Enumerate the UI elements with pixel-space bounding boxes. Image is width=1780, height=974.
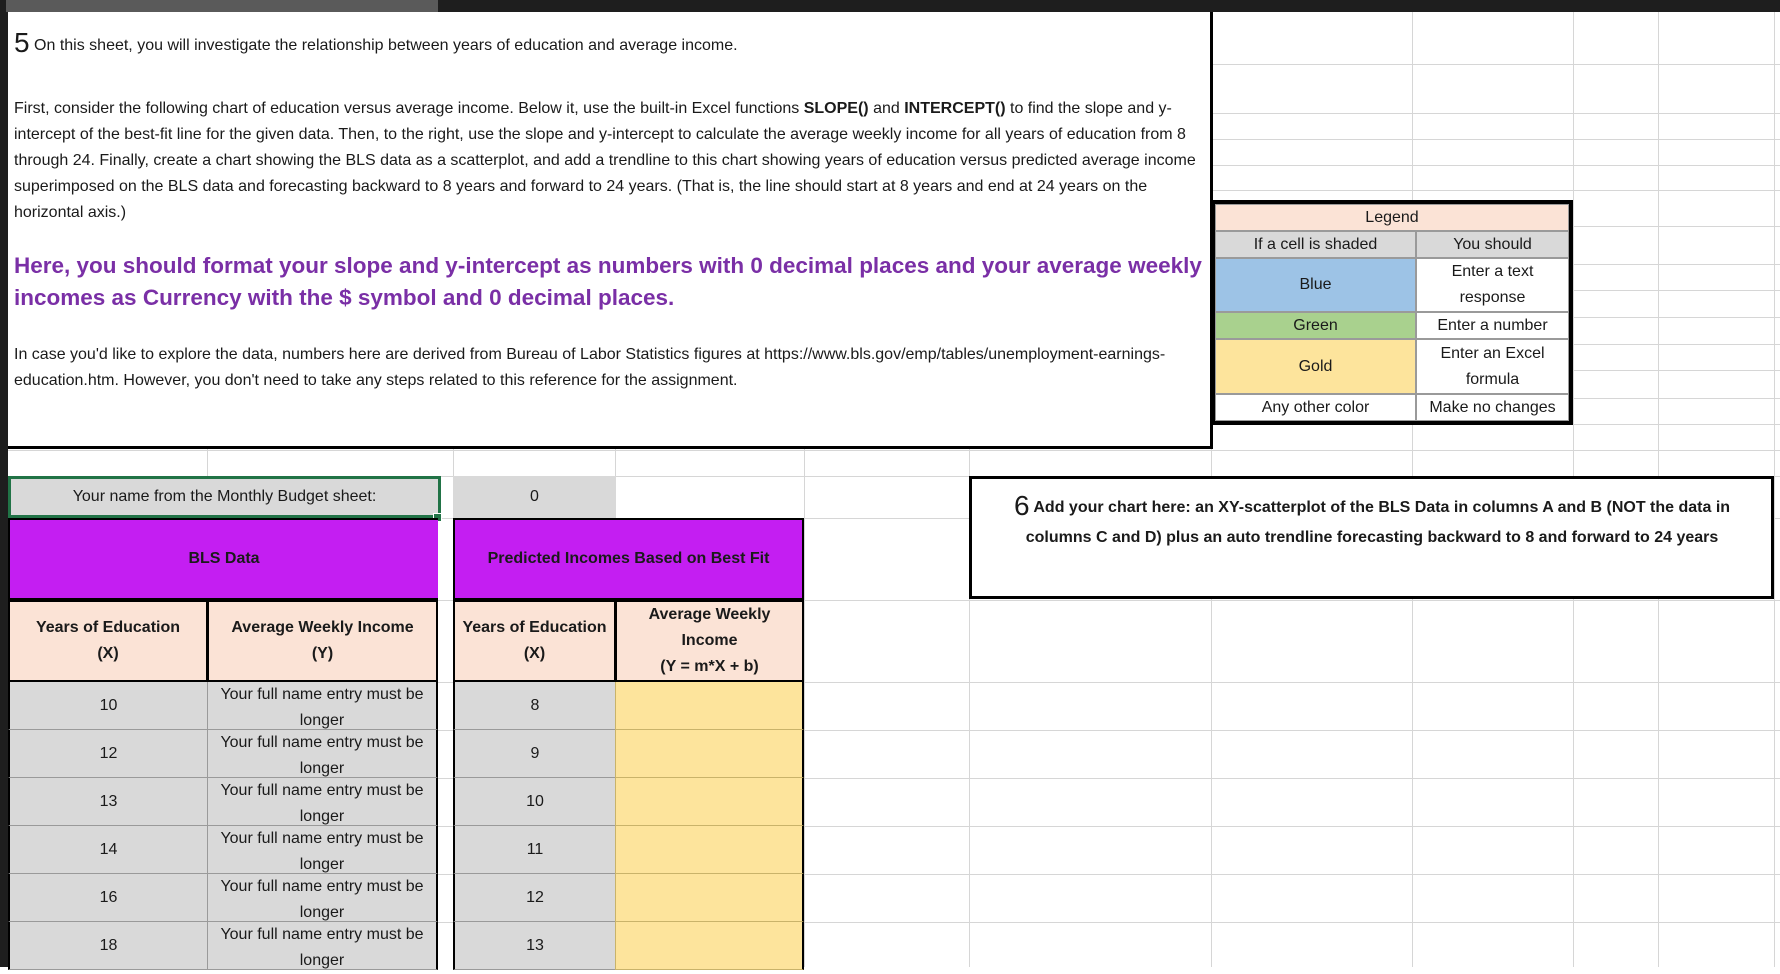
paragraph-text-a: First, consider the following chart of education versus average income. Below it, use the built-in Excel functions — [14, 100, 804, 117]
legend-title: Legend — [1215, 204, 1569, 231]
predicted-x-cell[interactable]: 13 — [453, 922, 616, 970]
legend-gold-action: Enter an Excel formula — [1416, 339, 1569, 394]
predicted-x-cell[interactable]: 11 — [453, 826, 616, 874]
bls-y-cell[interactable]: Your full name entry must be longer — [207, 826, 438, 874]
slope-function-name: SLOPE() — [803, 100, 869, 117]
bls-title-text: BLS Data — [188, 550, 260, 567]
bls-x-cell[interactable]: 16 — [8, 874, 208, 922]
legend-table — [1211, 200, 1573, 425]
legend-col2-header: You should — [1416, 231, 1569, 258]
instructions-paragraph-1 — [14, 96, 1209, 226]
column-header-strip — [6, 0, 438, 12]
legend-gold-swatch: Gold — [1215, 339, 1416, 394]
predicted-y-formula-cell[interactable] — [615, 826, 804, 874]
row-header-strip — [0, 12, 8, 967]
chart-instructions-box[interactable] — [969, 476, 1774, 599]
name-label-text: Your name from the Monthly Budget sheet: — [72, 488, 377, 505]
name-value-cell[interactable] — [453, 476, 616, 518]
legend-blue-action: Enter a text response — [1416, 258, 1569, 312]
bls-x-cell[interactable]: 13 — [8, 778, 208, 826]
predicted-x-cell[interactable]: 12 — [453, 874, 616, 922]
predicted-y-formula-cell[interactable] — [615, 874, 804, 922]
paragraph-text-b: to find the slope and y-intercept of the best-fit line for the given data. Then, to the right, use the slope and y-intercept to calculate the average weekly income for all years of education from 8 through 24. Finally, create a chart showing the BLS data as a scatterplot, and add a trendline to this chart showing years of education versus predicted average income superimposed on the BLS data and forecasting backward to 8 years and forward to 24 years. (That is, the line should start at 8 years and end at 24 years on the horizontal axis.) — [14, 100, 1196, 221]
chart-step-number: 6 — [1013, 490, 1030, 521]
legend-other-swatch: Any other color — [1215, 394, 1416, 421]
legend-blue-swatch: Blue — [1215, 258, 1416, 312]
legend-col1-header: If a cell is shaded — [1215, 231, 1416, 258]
bls-x-header-text: Years of Education (X) — [35, 619, 181, 662]
name-value-text: 0 — [530, 488, 539, 505]
chart-note-text: Add your chart here: an XY-scatterplot of the BLS Data in columns A and B (NOT the data in columns C and D) plus an auto trendline forecasting backward to 8 and forward to 24 years — [1025, 499, 1731, 546]
bls-y-cell[interactable]: Your full name entry must be longer — [207, 730, 438, 778]
bls-table-title — [8, 518, 438, 600]
bls-y-cell[interactable]: Your full name entry must be longer — [207, 682, 438, 730]
predicted-y-formula-cell[interactable] — [615, 922, 804, 970]
legend-green-swatch: Green — [1215, 312, 1416, 339]
predicted-y-formula-cell[interactable] — [615, 730, 804, 778]
reference-note: In case you'd like to explore the data, numbers here are derived from Bureau of Labor Statistics figures at https://www.bls.gov/emp/tables/unemployment-earnings-education.htm. However, you don't need to take any steps related to this reference for the assignment. — [14, 346, 1166, 389]
intro-text: On this sheet, you will investigate the relationship between years of education and average income. — [34, 37, 738, 54]
predicted-x-cell[interactable]: 8 — [453, 682, 616, 730]
predicted-x-header — [453, 600, 616, 682]
name-label-cell[interactable] — [8, 476, 441, 518]
bls-x-cell[interactable]: 14 — [8, 826, 208, 874]
gridline-vertical — [1774, 12, 1775, 967]
bls-y-cell[interactable]: Your full name entry must be longer — [207, 778, 438, 826]
predicted-y-header-line1: Average Weekly Income — [648, 606, 771, 649]
bls-x-cell[interactable]: 10 — [8, 682, 208, 730]
instructions-intro — [14, 27, 1204, 59]
legend-other-action: Make no changes — [1416, 394, 1569, 421]
bls-x-header — [8, 600, 208, 682]
predicted-x-header-text: Years of Education (X) — [462, 619, 607, 662]
predicted-y-formula-cell[interactable] — [615, 778, 804, 826]
legend-green-action: Enter a number — [1416, 312, 1569, 339]
intercept-function-name: INTERCEPT() — [904, 100, 1006, 117]
bls-x-cell[interactable]: 18 — [8, 922, 208, 970]
predicted-x-cell[interactable]: 10 — [453, 778, 616, 826]
bls-y-cell[interactable]: Your full name entry must be longer — [207, 874, 438, 922]
instructions-box[interactable] — [8, 12, 1213, 449]
step-number: 5 — [14, 27, 30, 58]
bls-y-header-text: Average Weekly Income (Y) — [231, 619, 414, 662]
predicted-y-header — [615, 600, 804, 682]
predicted-table-title — [453, 518, 804, 600]
format-note: Here, you should format your slope and y-intercept as numbers with 0 decimal places and your average weekly incomes as Currency with the $ symbol and 0 decimal places. — [14, 253, 1202, 310]
bls-x-cell[interactable]: 12 — [8, 730, 208, 778]
paragraph-text-and: and — [868, 100, 905, 117]
predicted-x-cell[interactable]: 9 — [453, 730, 616, 778]
predicted-title-text: Predicted Incomes Based on Best Fit — [487, 550, 770, 567]
gridline-horizontal — [8, 450, 1780, 451]
predicted-y-header-line2: (Y = m*X + b) — [660, 658, 759, 675]
bls-y-header — [207, 600, 438, 682]
bls-y-cell[interactable]: Your full name entry must be longer — [207, 922, 438, 970]
predicted-y-formula-cell[interactable] — [615, 682, 804, 730]
